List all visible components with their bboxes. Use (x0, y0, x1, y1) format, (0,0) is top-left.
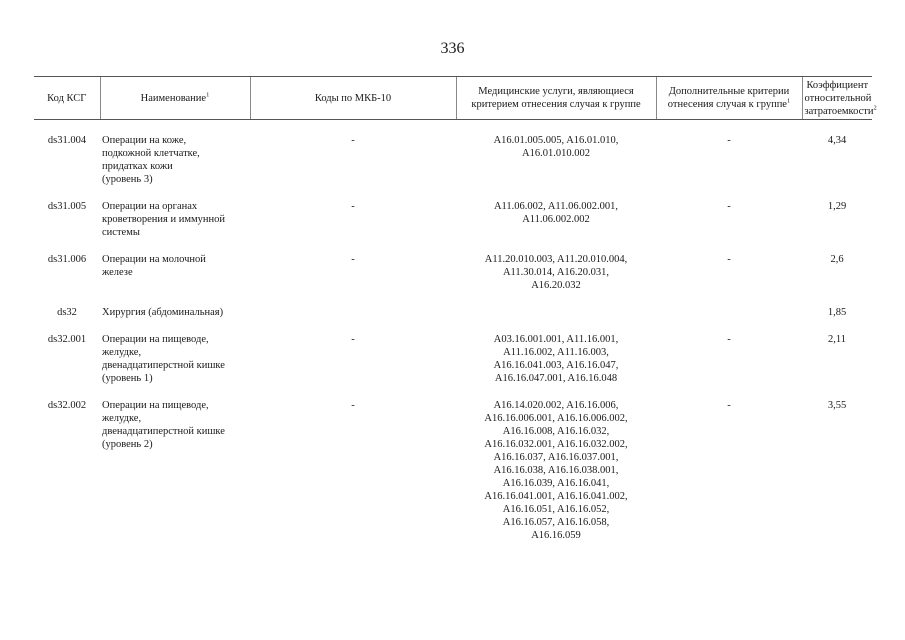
cell-mkb (250, 306, 456, 333)
cell-extra: - (727, 201, 731, 212)
cell-extra: - (727, 135, 731, 146)
cell-name: Операции на коже, подкожной клетчатке, придатках кожи (уровень 3) (102, 135, 200, 185)
cell-extra: - (727, 254, 731, 265)
cell-mkb: - (351, 135, 355, 146)
cell-name: Операции на пищеводе, желудке, двенадцатиперстной кишке (уровень 2) (102, 400, 225, 450)
cell-services: A03.16.001.001, A11.16.001, A11.16.002, A11.16.003, A16.16.041.003, A16.16.047, A16.16.047.001, A16.16.048 (493, 334, 619, 384)
cell-name: Операции на молочной железе (102, 254, 206, 278)
cell-coef: 1,85 (827, 307, 847, 318)
cell-extra: - (727, 334, 731, 345)
cell-mkb: - (351, 254, 355, 265)
cell-extra: - (727, 400, 731, 411)
cell-services (456, 306, 656, 333)
cell-extra (656, 306, 802, 333)
cell-mkb: - (351, 400, 355, 411)
header-name: Наименование$^1$ (100, 77, 250, 120)
cell-coef: 3,55 (827, 400, 847, 411)
cell-services: A16.14.020.002, A16.16.006, A16.16.006.001, A16.16.006.002, A16.16.008, A16.16.032, A16.16.032.001, A16.16.032.002, A16.16.037, A16.16.037.001, A16.16.038, A16.16.038.001, A16.16.039, A16.16.041, A16.16.041.001, A16.16.041.002, A16.16.051, A16.16.052, A16.16.057, A16.16.058, A16.16.059 (484, 400, 628, 541)
cell-code: ds31.005 (47, 201, 87, 212)
cell-services: A16.01.005.005, A16.01.010, A16.01.010.002 (493, 135, 619, 159)
cell-code: ds32.001 (47, 334, 87, 345)
cell-code: ds31.004 (47, 135, 87, 146)
page-number: 336 (440, 40, 465, 57)
cell-coef: 4,34 (827, 135, 847, 146)
table-row (34, 306, 872, 333)
cell-code: ds32 (57, 307, 77, 318)
table-row (34, 399, 872, 556)
header-coef: Коэффициент относительной затратоемкости$^2$ (802, 77, 872, 120)
cell-name: Операции на пищеводе, желудке, двенадцатиперстной кишке (уровень 1) (102, 334, 225, 384)
table-header (34, 77, 877, 120)
header-services: Медицинские услуги, являющиеся критерием отнесения случая к группе (456, 77, 656, 120)
cell-name: Хирургия (абдоминальная) (102, 307, 224, 318)
cell-services: A11.06.002, A11.06.002.001, A11.06.002.002 (493, 201, 619, 225)
cell-services: A11.20.010.003, A11.20.010.004, A11.30.014, A16.20.031, A16.20.032 (484, 254, 628, 291)
header-extra: Дополнительные критерии отнесения случая к группе$^1$ (656, 77, 802, 120)
cell-code: ds32.002 (47, 400, 87, 411)
cell-mkb: - (351, 334, 355, 345)
table-row (34, 120, 872, 201)
ksg-table (34, 76, 877, 556)
footnote-marker: 1 (206, 91, 210, 98)
cell-code: ds31.006 (47, 254, 87, 265)
cell-mkb: - (351, 201, 355, 212)
cell-coef: 1,29 (827, 201, 847, 212)
cell-coef: 2,6 (830, 254, 844, 265)
table-row (34, 200, 872, 253)
header-mkb: Коды по МКБ-10 (250, 77, 456, 120)
cell-coef: 2,11 (828, 334, 846, 345)
footnote-marker: 1 (786, 97, 791, 105)
header-code: Код КСГ (34, 77, 100, 120)
cell-name: Операции на органах кроветворения и иммунной системы (102, 201, 225, 238)
table-row (34, 333, 872, 399)
table-row (34, 253, 872, 306)
footnote-marker: 2 (873, 104, 877, 111)
